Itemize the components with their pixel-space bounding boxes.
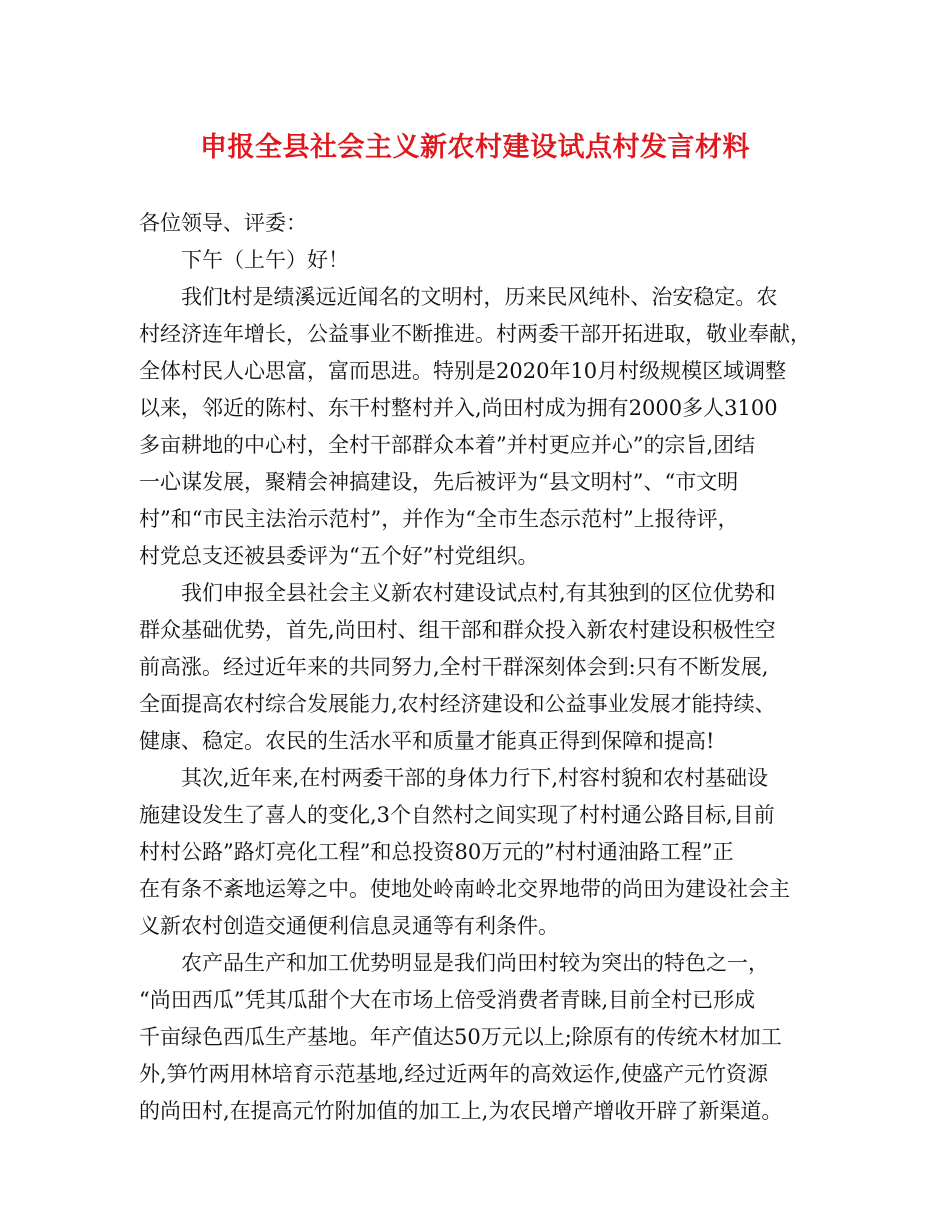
document-title: 申报全县社会主义新农村建设试点村发言材料	[200, 132, 750, 163]
paragraph-line: 村村公路”路灯亮化工程”和总投资80万元的”村村通油路工程”正	[139, 840, 734, 864]
paragraph-line: 全面提高农村综合发展能力,农村经济建设和公益事业发展才能持续、	[139, 692, 776, 716]
paragraph-line: 我们申报全县社会主义新农村建设试点村,有其独到的区位优势和	[181, 581, 776, 605]
paragraph-line: 村”和“市民主法治示范村”，并作为“全市生态示范村”上报待评，	[139, 507, 739, 531]
paragraph-line: 以来，邻近的陈村、东干村整村并入,尚田村成为拥有2000多人3100	[139, 396, 778, 420]
paragraph-line: 村经济连年增长，公益事业不断推进。村两委干部开拓进取，敬业奉献，	[139, 322, 811, 346]
paragraph-line: 健康、稳定。农民的生活水平和质量才能真正得到保障和提高!	[139, 729, 715, 753]
paragraph-line: 的尚田村,在提高元竹附加值的加工上,为农民增产增收开辟了新渠道。	[139, 1099, 783, 1123]
paragraph-line: 全体村民人心思富，富而思进。特别是2020年10月村级规模区域调整	[139, 359, 787, 383]
paragraph-line: “尚田西瓜”凭其瓜甜个大在市场上倍受消费者青睐,目前全村已形成	[139, 988, 756, 1012]
paragraph-line: 施建设发生了喜人的变化,3个自然村之间实现了村村通公路目标,目前	[139, 803, 775, 827]
paragraph-line: 其次,近年来,在村两委干部的身体力行下,村容村貌和农村基础设	[181, 766, 769, 790]
salutation: 各位领导、评委：	[139, 211, 307, 235]
paragraph-line: 群众基础优势，首先,尚田村、组干部和群众投入新农村建设积极性空	[139, 618, 776, 642]
paragraph-line: 我们t村是绩溪远近闻名的文明村，历来民风纯朴、治安稳定。农	[181, 285, 778, 309]
paragraph-line: 义新农村创造交通便利信息灵通等有利条件。	[139, 914, 559, 938]
paragraph-line: 村党总支还被县委评为“五个好”村党组织。	[139, 544, 539, 568]
paragraph-line: 多亩耕地的中心村，全村干部群众本着”并村更应并心”的宗旨,团结	[139, 433, 756, 457]
paragraph-line: 千亩绿色西瓜生产基地。年产值达50万元以上;除原有的传统木材加工	[139, 1025, 782, 1049]
paragraph-line: 农产品生产和加工优势明显是我们尚田村较为突出的特色之一，	[181, 951, 769, 975]
paragraph-line: 前高涨。经过近年来的共同努力,全村干群深刻体会到:只有不断发展,	[139, 655, 769, 679]
paragraph-line: 一心谋发展，聚精会神搞建设，先后被评为“县文明村”、“市文明	[139, 470, 739, 494]
greeting: 下午（上午）好！	[181, 248, 349, 272]
paragraph-line: 在有条不紊地运筹之中。使地处岭南岭北交界地带的尚田为建设社会主	[139, 877, 790, 901]
paragraph-line: 外,笋竹两用林培育示范基地,经过近两年的高效运作,使盛产元竹资源	[139, 1062, 769, 1086]
